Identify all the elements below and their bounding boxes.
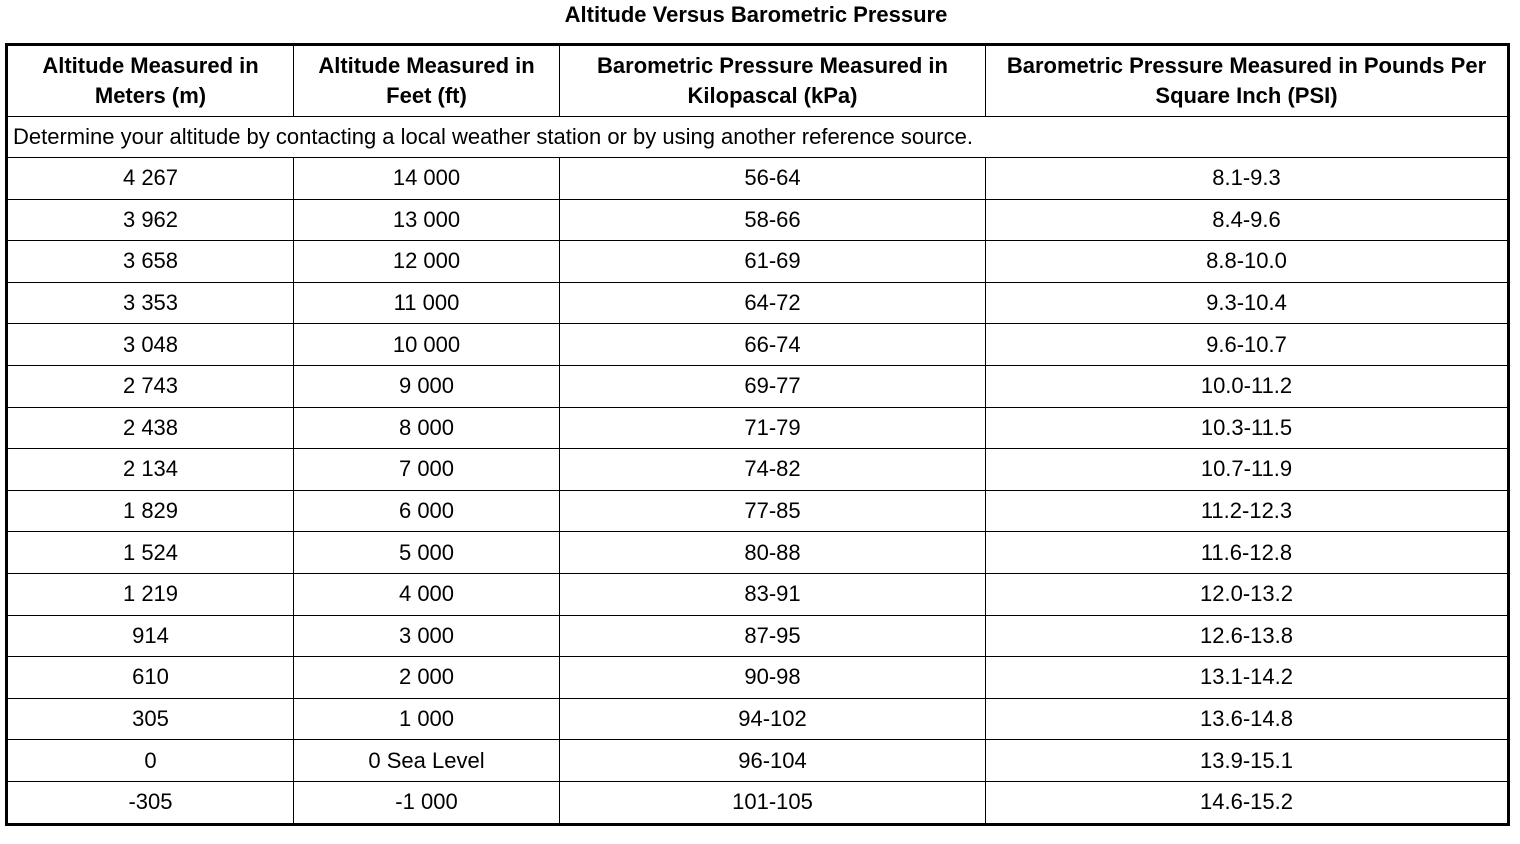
cell-kpa: 71-79 (560, 407, 986, 449)
cell-feet: 7 000 (294, 449, 560, 491)
table-row (7, 324, 1509, 366)
cell-psi: 8.8-10.0 (986, 241, 1509, 283)
table-row (7, 740, 1509, 782)
table-row (7, 407, 1509, 449)
cell-meters: 2 134 (7, 449, 294, 491)
cell-feet: 13 000 (294, 199, 560, 241)
cell-meters: 3 658 (7, 241, 294, 283)
cell-meters: 3 048 (7, 324, 294, 366)
cell-meters: -305 (7, 781, 294, 824)
cell-feet: 3 000 (294, 615, 560, 657)
cell-kpa: 74-82 (560, 449, 986, 491)
cell-psi: 11.2-12.3 (986, 490, 1509, 532)
cell-meters: 1 524 (7, 532, 294, 574)
cell-psi: 9.3-10.4 (986, 282, 1509, 324)
cell-feet: -1 000 (294, 781, 560, 824)
cell-meters: 305 (7, 698, 294, 740)
cell-meters: 3 962 (7, 199, 294, 241)
cell-psi: 12.0-13.2 (986, 573, 1509, 615)
cell-feet: 9 000 (294, 365, 560, 407)
cell-kpa: 61-69 (560, 241, 986, 283)
cell-psi: 13.1-14.2 (986, 657, 1509, 699)
table-row (7, 615, 1509, 657)
table-row (7, 158, 1509, 200)
header-row (7, 45, 1509, 117)
cell-psi: 12.6-13.8 (986, 615, 1509, 657)
cell-kpa: 56-64 (560, 158, 986, 200)
cell-kpa: 90-98 (560, 657, 986, 699)
column-header-kpa: Barometric Pressure Measured in Kilopascal (kPa) (560, 45, 986, 117)
table-row (7, 781, 1509, 824)
cell-psi: 10.7-11.9 (986, 449, 1509, 491)
table-row (7, 365, 1509, 407)
column-header-psi: Barometric Pressure Measured in Pounds Per Square Inch (PSI) (986, 45, 1509, 117)
cell-feet: 6 000 (294, 490, 560, 532)
cell-psi: 9.6-10.7 (986, 324, 1509, 366)
cell-meters: 2 743 (7, 365, 294, 407)
cell-kpa: 96-104 (560, 740, 986, 782)
cell-meters: 914 (7, 615, 294, 657)
cell-meters: 1 219 (7, 573, 294, 615)
table-row (7, 199, 1509, 241)
cell-feet: 14 000 (294, 158, 560, 200)
cell-kpa: 80-88 (560, 532, 986, 574)
cell-psi: 8.1-9.3 (986, 158, 1509, 200)
cell-feet: 12 000 (294, 241, 560, 283)
cell-psi: 10.3-11.5 (986, 407, 1509, 449)
cell-psi: 13.9-15.1 (986, 740, 1509, 782)
column-header-meters: Altitude Measured in Meters (m) (7, 45, 294, 117)
table-row (7, 532, 1509, 574)
note-text: Determine your altitude by contacting a local weather station or by using another reference source. (7, 117, 1509, 158)
altitude-pressure-table (5, 43, 1510, 826)
cell-feet: 8 000 (294, 407, 560, 449)
cell-meters: 610 (7, 657, 294, 699)
cell-feet: 2 000 (294, 657, 560, 699)
cell-feet: 1 000 (294, 698, 560, 740)
cell-meters: 4 267 (7, 158, 294, 200)
cell-feet: 11 000 (294, 282, 560, 324)
cell-kpa: 66-74 (560, 324, 986, 366)
cell-kpa: 83-91 (560, 573, 986, 615)
column-header-feet: Altitude Measured in Feet (ft) (294, 45, 560, 117)
cell-psi: 11.6-12.8 (986, 532, 1509, 574)
cell-psi: 8.4-9.6 (986, 199, 1509, 241)
cell-feet: 4 000 (294, 573, 560, 615)
cell-kpa: 64-72 (560, 282, 986, 324)
table-row (7, 657, 1509, 699)
cell-meters: 2 438 (7, 407, 294, 449)
cell-kpa: 101-105 (560, 781, 986, 824)
table-row (7, 490, 1509, 532)
table-row (7, 449, 1509, 491)
note-row (7, 117, 1509, 158)
cell-psi: 14.6-15.2 (986, 781, 1509, 824)
cell-kpa: 69-77 (560, 365, 986, 407)
cell-psi: 10.0-11.2 (986, 365, 1509, 407)
table-row (7, 241, 1509, 283)
cell-meters: 3 353 (7, 282, 294, 324)
cell-kpa: 77-85 (560, 490, 986, 532)
table-row (7, 282, 1509, 324)
cell-meters: 0 (7, 740, 294, 782)
cell-feet: 0 Sea Level (294, 740, 560, 782)
cell-psi: 13.6-14.8 (986, 698, 1509, 740)
cell-kpa: 94-102 (560, 698, 986, 740)
table-title: Altitude Versus Barometric Pressure (564, 2, 948, 27)
cell-feet: 10 000 (294, 324, 560, 366)
cell-meters: 1 829 (7, 490, 294, 532)
table-row (7, 698, 1509, 740)
cell-feet: 5 000 (294, 532, 560, 574)
cell-kpa: 87-95 (560, 615, 986, 657)
cell-kpa: 58-66 (560, 199, 986, 241)
table-row (7, 573, 1509, 615)
